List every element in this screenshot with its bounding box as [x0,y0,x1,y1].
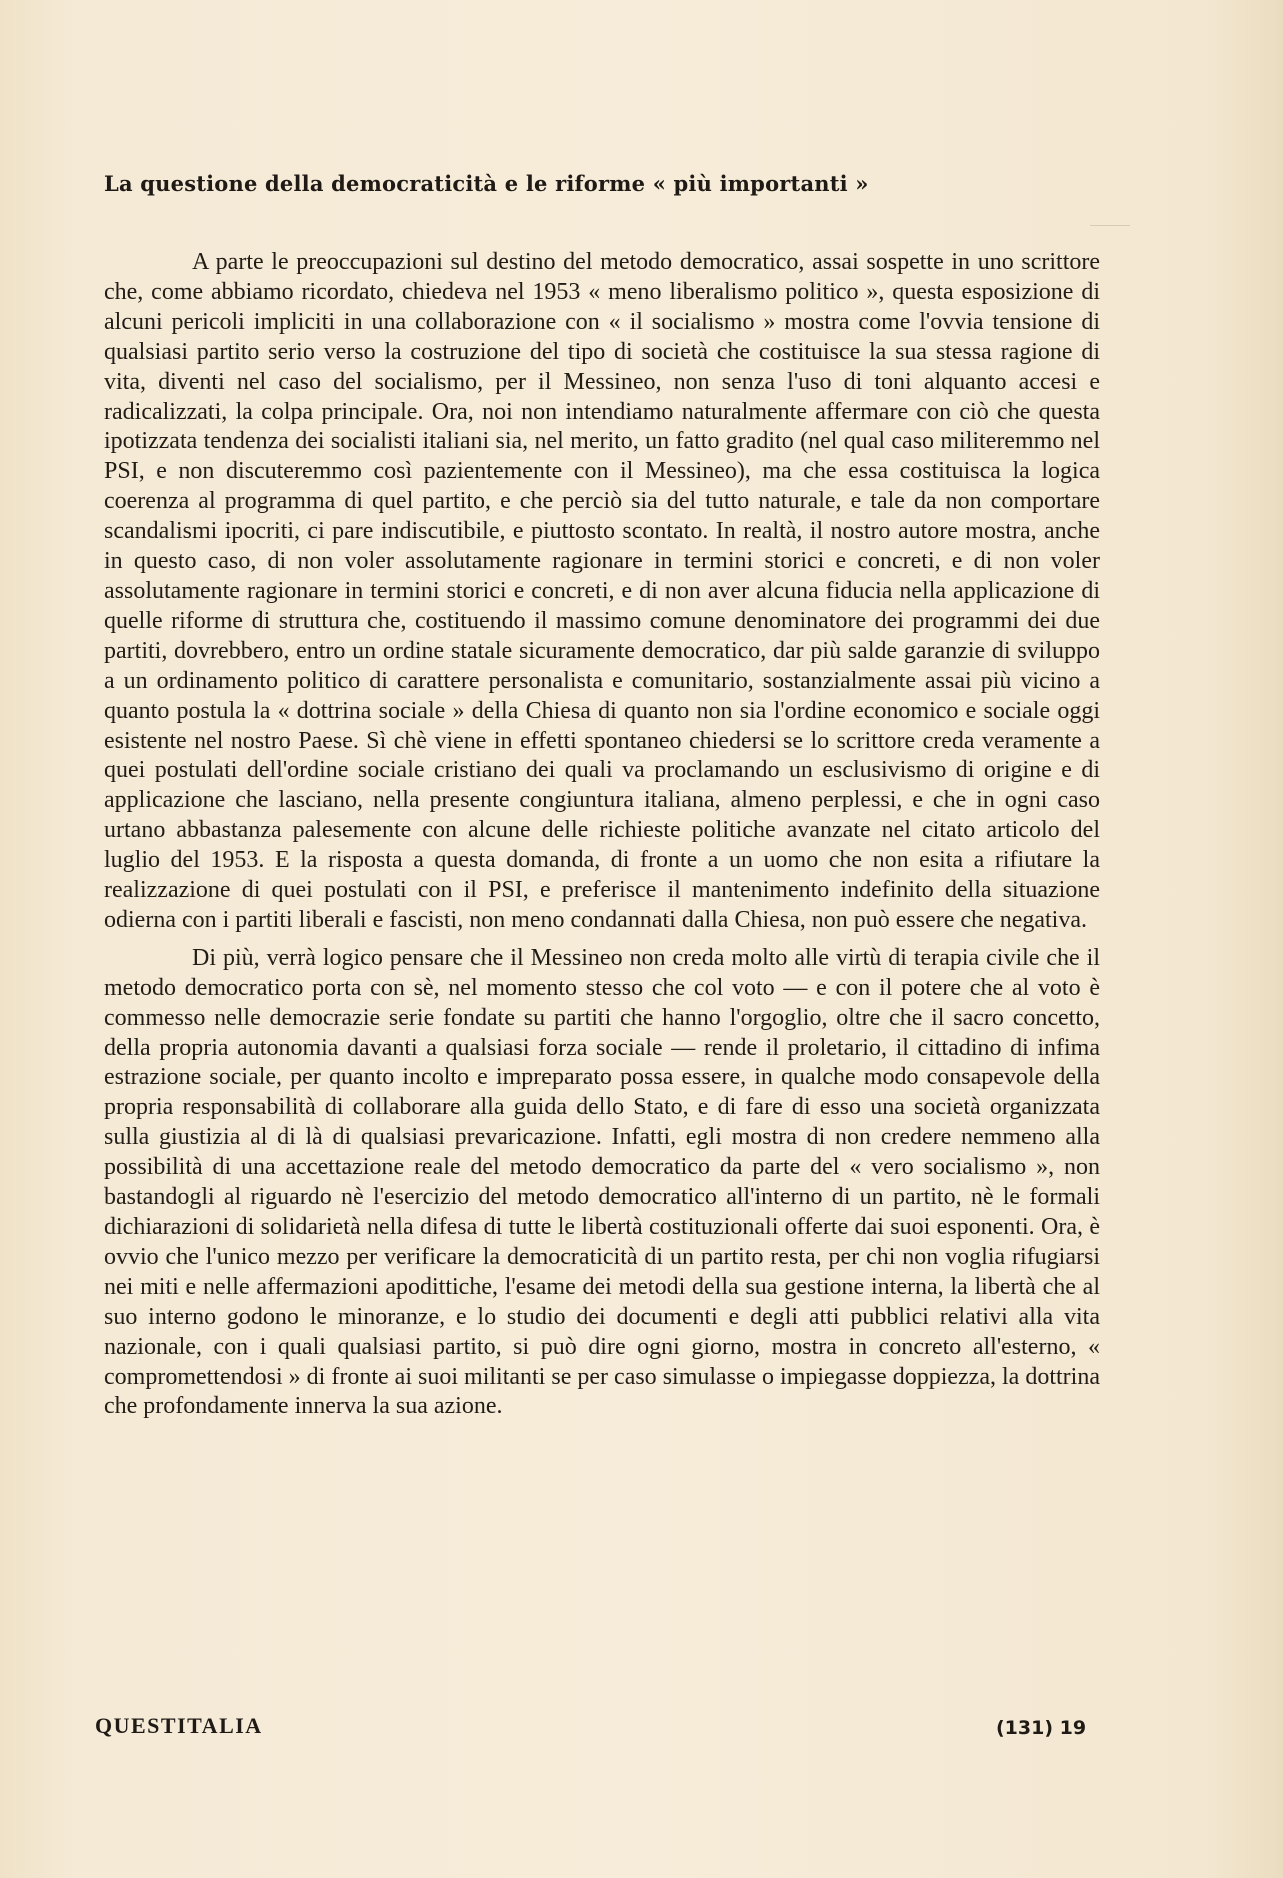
margin-mark [1090,225,1130,226]
section-heading: La questione della democraticità e le riforme « più importanti » [104,171,869,196]
footer-masthead: QUESTITALIA [95,1713,263,1738]
page-number: (131) 19 [996,1717,1087,1739]
article-body [104,248,1100,1430]
paragraph-2: Di più, verrà logico pensare che il Messineo non creda molto alle virtù di terapia civile che il metodo democratico porta con sè, nel momento stesso che col voto — e con il potere che al voto è commesso nelle democrazie serie fondate su partiti che hanno l'orgoglio, oltre che il sacro concetto, della propria autonomia davanti a qualsiasi forza sociale — rende il proletario, il cittadino di infima estrazione sociale, per quanto incolto e impreparato possa essere, in qualche modo consapevole della propria responsabilità di collaborare alla guida dello Stato, e di fare di esso una società organizzata sulla giustizia al di là di qualsiasi prevaricazione. Infatti, egli mostra di non credere nemmeno alla possibilità di una accettazione reale del metodo democratico da parte del « vero socialismo », non bastandogli al riguardo nè l'esercizio del metodo democratico all'interno di un partito, nè le formali dichiarazioni di solidarietà nella difesa di tutte le libertà costituzionali offerte dai suoi esponenti. Ora, è ovvio che l'unico mezzo per verificare la democraticità di un partito resta, per chi non voglia rifugiarsi nei miti e nelle affermazioni apodittiche, l'esame dei metodi della sua gestione interna, la libertà che al suo interno godono le minoranze, e lo studio dei documenti e degli atti pubblici relativi alla vita nazionale, con i quali qualsiasi partito, si può dire ogni giorno, mostra in concreto all'esterno, « compromettendosi » di fronte ai suoi militanti se per caso simulasse o impiegasse doppiezza, la dottrina che profondamente innerva la sua azione. [104,944,1100,1420]
paragraph-1: A parte le preoccupazioni sul destino del metodo democratico, assai sospette in uno scrittore che, come abbiamo ricordato, chiedeva nel 1953 « meno liberalismo politico », questa esposizione di alcuni pericoli impliciti in una collaborazione con « il socialismo » mostra come l'ovvia tensione di qualsiasi partito serio verso la costruzione del tipo di società che costituisce la sua stessa ragione di vita, diventi nel caso del socialismo, per il Messineo, non senza l'uso di toni alquanto accesi e radicalizzati, la colpa principale. Ora, noi non intendiamo naturalmente affermare con ciò che questa ipotizzata tendenza dei socialisti italiani sia, nel merito, un fatto gradito (nel qual caso militeremmo nel PSI, e non discuteremmo così pazientemente con il Messineo), ma che essa costituisca la logica coerenza al programma di quel partito, e che perciò sia del tutto naturale, e tale da non comportare scandalismi ipocriti, ci pare indiscutibile, e piuttosto scontato. In realtà, il nostro autore mostra, anche in questo caso, di non voler assolutamente ragionare in termini storici e concreti, e di non voler assolutamente ragionare in termini storici e concreti, e di non aver alcuna fiducia nella applicazione di quelle riforme di struttura che, costituendo il massimo comune denominatore dei programmi dei due partiti, dovrebbero, entro un ordine statale sicuramente democratico, dar più salde garanzie di sviluppo a un ordinamento politico di carattere personalista e comunitario, sostanzialmente assai più vicino a quanto postula la « dottrina sociale » della Chiesa di quanto non sia l'ordine economico e sociale oggi esistente nel nostro Paese. Sì chè viene in effetti spontaneo chiedersi se lo scrittore creda veramente a quei postulati dell'ordine sociale cristiano dei quali va proclamando un esclusivismo di origine e di applicazione che lasciano, nella presente congiuntura italiana, almeno perplessi, e che in ogni caso urtano abbastanza palesemente con alcune delle richieste politiche avanzate nel citato articolo del luglio del 1953. E la risposta a questa domanda, di fronte a un uomo che non esita a rifiutare la realizzazione di quei postulati con il PSI, e preferisce il mantenimento indefinito della situazione odierna con i partiti liberali e fascisti, non meno condannati dalla Chiesa, non può essere che negativa. [104,249,1100,933]
